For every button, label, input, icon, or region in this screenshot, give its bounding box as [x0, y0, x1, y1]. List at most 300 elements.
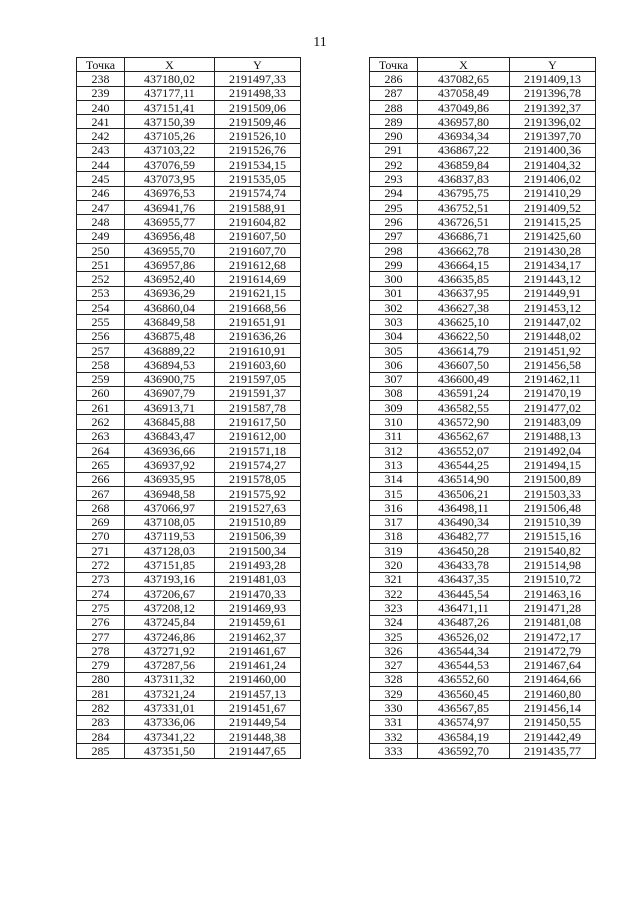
y-cell: 2191397,70	[510, 129, 596, 143]
x-cell: 437105,26	[125, 129, 215, 143]
point-cell: 245	[77, 172, 125, 186]
point-cell: 258	[77, 358, 125, 372]
point-cell: 314	[370, 472, 418, 486]
point-cell: 257	[77, 343, 125, 357]
table-row	[370, 615, 596, 629]
x-cell: 436544,34	[418, 644, 510, 658]
table-row	[370, 272, 596, 286]
point-cell: 242	[77, 129, 125, 143]
point-cell: 241	[77, 115, 125, 129]
y-cell: 2191448,02	[510, 329, 596, 343]
table-row	[77, 472, 301, 486]
x-cell: 436907,79	[125, 386, 215, 400]
y-cell: 2191481,08	[510, 615, 596, 629]
point-cell: 316	[370, 501, 418, 515]
x-cell: 436843,47	[125, 429, 215, 443]
point-cell: 251	[77, 258, 125, 272]
table-row	[370, 429, 596, 443]
y-cell: 2191506,48	[510, 501, 596, 515]
y-cell: 2191483,09	[510, 415, 596, 429]
x-cell: 436955,77	[125, 215, 215, 229]
x-cell: 436934,34	[418, 129, 510, 143]
point-cell: 275	[77, 601, 125, 615]
point-cell: 252	[77, 272, 125, 286]
table-row	[77, 558, 301, 572]
table-row	[77, 687, 301, 701]
page-number: 11	[313, 35, 327, 50]
y-cell: 2191456,14	[510, 701, 596, 715]
table-row	[370, 601, 596, 615]
table-row	[77, 486, 301, 500]
point-cell: 256	[77, 329, 125, 343]
point-cell: 253	[77, 286, 125, 300]
y-cell: 2191450,55	[510, 715, 596, 729]
y-cell: 2191607,70	[215, 243, 301, 257]
table-row	[77, 644, 301, 658]
table-row	[77, 229, 301, 243]
point-cell: 262	[77, 415, 125, 429]
y-cell: 2191392,37	[510, 100, 596, 114]
y-cell: 2191396,78	[510, 86, 596, 100]
x-cell: 436845,88	[125, 415, 215, 429]
table-row	[370, 329, 596, 343]
x-cell: 436752,51	[418, 200, 510, 214]
point-cell: 325	[370, 629, 418, 643]
y-cell: 2191470,33	[215, 586, 301, 600]
table-row	[77, 529, 301, 543]
table-row	[77, 258, 301, 272]
y-cell: 2191469,93	[215, 601, 301, 615]
x-cell: 436614,79	[418, 343, 510, 357]
x-cell: 436837,83	[418, 172, 510, 186]
point-cell: 292	[370, 158, 418, 172]
y-cell: 2191415,25	[510, 215, 596, 229]
x-cell: 436662,78	[418, 243, 510, 257]
x-cell: 436935,95	[125, 472, 215, 486]
table-row	[77, 715, 301, 729]
y-cell: 2191477,02	[510, 401, 596, 415]
y-cell: 2191510,72	[510, 572, 596, 586]
table-row	[370, 301, 596, 315]
point-cell: 308	[370, 386, 418, 400]
x-cell: 437271,92	[125, 644, 215, 658]
point-cell: 273	[77, 572, 125, 586]
table-row	[370, 372, 596, 386]
x-cell: 437049,86	[418, 100, 510, 114]
x-cell: 436582,55	[418, 401, 510, 415]
table-row	[370, 672, 596, 686]
point-cell: 264	[77, 444, 125, 458]
y-cell: 2191617,50	[215, 415, 301, 429]
y-cell: 2191503,33	[510, 486, 596, 500]
y-cell: 2191449,91	[510, 286, 596, 300]
table-row	[77, 544, 301, 558]
point-cell: 246	[77, 186, 125, 200]
table-row	[77, 372, 301, 386]
x-cell: 437076,59	[125, 158, 215, 172]
point-cell: 323	[370, 601, 418, 615]
y-cell: 2191400,36	[510, 143, 596, 157]
x-cell: 436622,50	[418, 329, 510, 343]
table-row	[77, 572, 301, 586]
point-cell: 244	[77, 158, 125, 172]
table-row	[77, 215, 301, 229]
x-cell: 436625,10	[418, 315, 510, 329]
x-cell: 436894,53	[125, 358, 215, 372]
x-cell: 436567,85	[418, 701, 510, 715]
y-cell: 2191527,63	[215, 501, 301, 515]
table-header-row	[370, 58, 596, 72]
y-cell: 2191467,64	[510, 658, 596, 672]
point-cell: 290	[370, 129, 418, 143]
table-row	[77, 115, 301, 129]
table-row	[370, 158, 596, 172]
point-cell: 332	[370, 729, 418, 743]
x-cell: 436560,45	[418, 687, 510, 701]
x-cell: 437058,49	[418, 86, 510, 100]
x-cell: 436627,38	[418, 301, 510, 315]
x-cell: 436514,90	[418, 472, 510, 486]
point-cell: 295	[370, 200, 418, 214]
x-cell: 436952,40	[125, 272, 215, 286]
y-cell: 2191591,37	[215, 386, 301, 400]
point-cell: 307	[370, 372, 418, 386]
column-header-y: Y	[215, 58, 301, 72]
x-cell: 437311,32	[125, 672, 215, 686]
x-cell: 436686,71	[418, 229, 510, 243]
point-cell: 312	[370, 444, 418, 458]
y-cell: 2191460,80	[510, 687, 596, 701]
table-row	[77, 672, 301, 686]
y-cell: 2191509,06	[215, 100, 301, 114]
y-cell: 2191610,91	[215, 343, 301, 357]
coordinates-table-left	[76, 57, 301, 759]
point-cell: 311	[370, 429, 418, 443]
table-row	[77, 658, 301, 672]
point-cell: 255	[77, 315, 125, 329]
table-row	[370, 544, 596, 558]
point-cell: 281	[77, 687, 125, 701]
table-body-left	[77, 72, 301, 758]
y-cell: 2191534,15	[215, 158, 301, 172]
point-cell: 288	[370, 100, 418, 114]
table-row	[77, 200, 301, 214]
point-cell: 330	[370, 701, 418, 715]
y-cell: 2191462,11	[510, 372, 596, 386]
point-cell: 331	[370, 715, 418, 729]
point-cell: 301	[370, 286, 418, 300]
x-cell: 437206,67	[125, 586, 215, 600]
x-cell: 437180,02	[125, 72, 215, 86]
point-cell: 289	[370, 115, 418, 129]
table-row	[77, 100, 301, 114]
table-row	[77, 172, 301, 186]
x-cell: 436726,51	[418, 215, 510, 229]
table-row	[370, 72, 596, 86]
point-cell: 296	[370, 215, 418, 229]
y-cell: 2191509,46	[215, 115, 301, 129]
y-cell: 2191515,16	[510, 529, 596, 543]
y-cell: 2191410,29	[510, 186, 596, 200]
table-row	[77, 501, 301, 515]
y-cell: 2191447,65	[215, 744, 301, 758]
x-cell: 436849,58	[125, 315, 215, 329]
point-cell: 291	[370, 143, 418, 157]
table-row	[370, 186, 596, 200]
x-cell: 437066,97	[125, 501, 215, 515]
y-cell: 2191409,52	[510, 200, 596, 214]
table-row	[77, 386, 301, 400]
table-row	[370, 744, 596, 758]
y-cell: 2191460,00	[215, 672, 301, 686]
y-cell: 2191461,67	[215, 644, 301, 658]
y-cell: 2191459,61	[215, 615, 301, 629]
table-row	[77, 186, 301, 200]
y-cell: 2191425,60	[510, 229, 596, 243]
table-row	[370, 86, 596, 100]
y-cell: 2191621,15	[215, 286, 301, 300]
point-cell: 280	[77, 672, 125, 686]
x-cell: 437073,95	[125, 172, 215, 186]
y-cell: 2191500,34	[215, 544, 301, 558]
y-cell: 2191462,37	[215, 629, 301, 643]
point-cell: 300	[370, 272, 418, 286]
point-cell: 321	[370, 572, 418, 586]
y-cell: 2191514,98	[510, 558, 596, 572]
table-row	[370, 529, 596, 543]
point-cell: 260	[77, 386, 125, 400]
table-row	[370, 143, 596, 157]
point-cell: 318	[370, 529, 418, 543]
y-cell: 2191612,00	[215, 429, 301, 443]
point-cell: 309	[370, 401, 418, 415]
point-cell: 278	[77, 644, 125, 658]
y-cell: 2191493,28	[215, 558, 301, 572]
x-cell: 436552,07	[418, 444, 510, 458]
y-cell: 2191668,56	[215, 301, 301, 315]
x-cell: 436913,71	[125, 401, 215, 415]
y-cell: 2191481,03	[215, 572, 301, 586]
point-cell: 269	[77, 515, 125, 529]
y-cell: 2191535,05	[215, 172, 301, 186]
y-cell: 2191470,19	[510, 386, 596, 400]
x-cell: 436526,02	[418, 629, 510, 643]
point-cell: 315	[370, 486, 418, 500]
table-row	[77, 401, 301, 415]
y-cell: 2191607,50	[215, 229, 301, 243]
x-cell: 436948,58	[125, 486, 215, 500]
y-cell: 2191406,02	[510, 172, 596, 186]
x-cell: 436450,28	[418, 544, 510, 558]
y-cell: 2191614,69	[215, 272, 301, 286]
point-cell: 285	[77, 744, 125, 758]
point-cell: 298	[370, 243, 418, 257]
table-row	[370, 486, 596, 500]
x-cell: 436498,11	[418, 501, 510, 515]
point-cell: 239	[77, 86, 125, 100]
y-cell: 2191526,10	[215, 129, 301, 143]
point-cell: 270	[77, 529, 125, 543]
point-cell: 293	[370, 172, 418, 186]
x-cell: 436936,29	[125, 286, 215, 300]
table-row	[370, 115, 596, 129]
y-cell: 2191451,92	[510, 343, 596, 357]
y-cell: 2191510,89	[215, 515, 301, 529]
x-cell: 436860,04	[125, 301, 215, 315]
table-header-row	[77, 58, 301, 72]
x-cell: 436859,84	[418, 158, 510, 172]
x-cell: 436490,34	[418, 515, 510, 529]
table-row	[370, 415, 596, 429]
point-cell: 304	[370, 329, 418, 343]
table-row	[77, 129, 301, 143]
x-cell: 436471,11	[418, 601, 510, 615]
point-cell: 302	[370, 301, 418, 315]
table-row	[77, 515, 301, 529]
point-cell: 294	[370, 186, 418, 200]
y-cell: 2191510,39	[510, 515, 596, 529]
table-row	[370, 444, 596, 458]
x-cell: 436957,80	[418, 115, 510, 129]
x-cell: 437119,53	[125, 529, 215, 543]
table-row	[77, 429, 301, 443]
table-row	[370, 200, 596, 214]
table-row	[370, 286, 596, 300]
table-row	[370, 658, 596, 672]
point-cell: 320	[370, 558, 418, 572]
point-cell: 238	[77, 72, 125, 86]
table-row	[370, 644, 596, 658]
point-cell: 297	[370, 229, 418, 243]
x-cell: 436592,70	[418, 744, 510, 758]
point-cell: 310	[370, 415, 418, 429]
point-cell: 328	[370, 672, 418, 686]
column-header-x: X	[125, 58, 215, 72]
point-cell: 250	[77, 243, 125, 257]
table-row	[77, 586, 301, 600]
point-cell: 333	[370, 744, 418, 758]
x-cell: 436936,66	[125, 444, 215, 458]
y-cell: 2191494,15	[510, 458, 596, 472]
point-cell: 313	[370, 458, 418, 472]
y-cell: 2191651,91	[215, 315, 301, 329]
y-cell: 2191464,66	[510, 672, 596, 686]
table-row	[77, 272, 301, 286]
x-cell: 437336,06	[125, 715, 215, 729]
x-cell: 436600,49	[418, 372, 510, 386]
y-cell: 2191574,27	[215, 458, 301, 472]
y-cell: 2191456,58	[510, 358, 596, 372]
x-cell: 437108,05	[125, 515, 215, 529]
y-cell: 2191492,04	[510, 444, 596, 458]
x-cell: 436591,24	[418, 386, 510, 400]
x-cell: 437151,85	[125, 558, 215, 572]
y-cell: 2191498,33	[215, 86, 301, 100]
point-cell: 243	[77, 143, 125, 157]
y-cell: 2191447,02	[510, 315, 596, 329]
y-cell: 2191448,38	[215, 729, 301, 743]
x-cell: 436957,86	[125, 258, 215, 272]
table-row	[370, 501, 596, 515]
x-cell: 436544,25	[418, 458, 510, 472]
x-cell: 436506,21	[418, 486, 510, 500]
point-cell: 322	[370, 586, 418, 600]
point-cell: 261	[77, 401, 125, 415]
y-cell: 2191571,18	[215, 444, 301, 458]
table-body-right	[370, 72, 596, 758]
point-cell: 277	[77, 629, 125, 643]
x-cell: 436635,85	[418, 272, 510, 286]
y-cell: 2191435,77	[510, 744, 596, 758]
x-cell: 436664,15	[418, 258, 510, 272]
y-cell: 2191506,39	[215, 529, 301, 543]
table-row	[370, 386, 596, 400]
x-cell: 436574,97	[418, 715, 510, 729]
point-cell: 305	[370, 343, 418, 357]
point-cell: 286	[370, 72, 418, 86]
x-cell: 437177,11	[125, 86, 215, 100]
table-row	[370, 100, 596, 114]
table-row	[370, 229, 596, 243]
table-row	[77, 615, 301, 629]
x-cell: 436487,26	[418, 615, 510, 629]
x-cell: 437208,12	[125, 601, 215, 615]
x-cell: 437193,16	[125, 572, 215, 586]
point-cell: 319	[370, 544, 418, 558]
x-cell: 436584,19	[418, 729, 510, 743]
point-cell: 317	[370, 515, 418, 529]
y-cell: 2191578,05	[215, 472, 301, 486]
x-cell: 436433,78	[418, 558, 510, 572]
table-row	[77, 458, 301, 472]
table-row	[77, 444, 301, 458]
table-row	[370, 701, 596, 715]
table-row	[77, 729, 301, 743]
x-cell: 436562,67	[418, 429, 510, 443]
x-cell: 436867,22	[418, 143, 510, 157]
table-row	[77, 601, 301, 615]
point-cell: 254	[77, 301, 125, 315]
x-cell: 437287,56	[125, 658, 215, 672]
table-row	[77, 415, 301, 429]
y-cell: 2191500,89	[510, 472, 596, 486]
point-cell: 299	[370, 258, 418, 272]
y-cell: 2191449,54	[215, 715, 301, 729]
point-cell: 249	[77, 229, 125, 243]
x-cell: 436875,48	[125, 329, 215, 343]
y-cell: 2191409,13	[510, 72, 596, 86]
table-row	[370, 729, 596, 743]
x-cell: 437331,01	[125, 701, 215, 715]
y-cell: 2191430,28	[510, 243, 596, 257]
table-row	[77, 72, 301, 86]
x-cell: 436976,53	[125, 186, 215, 200]
y-cell: 2191497,33	[215, 72, 301, 86]
table-row	[77, 343, 301, 357]
point-cell: 326	[370, 644, 418, 658]
point-cell: 266	[77, 472, 125, 486]
table-row	[370, 458, 596, 472]
point-cell: 287	[370, 86, 418, 100]
table-row	[77, 286, 301, 300]
coordinates-table-right	[369, 57, 596, 759]
y-cell: 2191461,24	[215, 658, 301, 672]
y-cell: 2191575,92	[215, 486, 301, 500]
x-cell: 437151,41	[125, 100, 215, 114]
point-cell: 248	[77, 215, 125, 229]
y-cell: 2191451,67	[215, 701, 301, 715]
y-cell: 2191597,05	[215, 372, 301, 386]
